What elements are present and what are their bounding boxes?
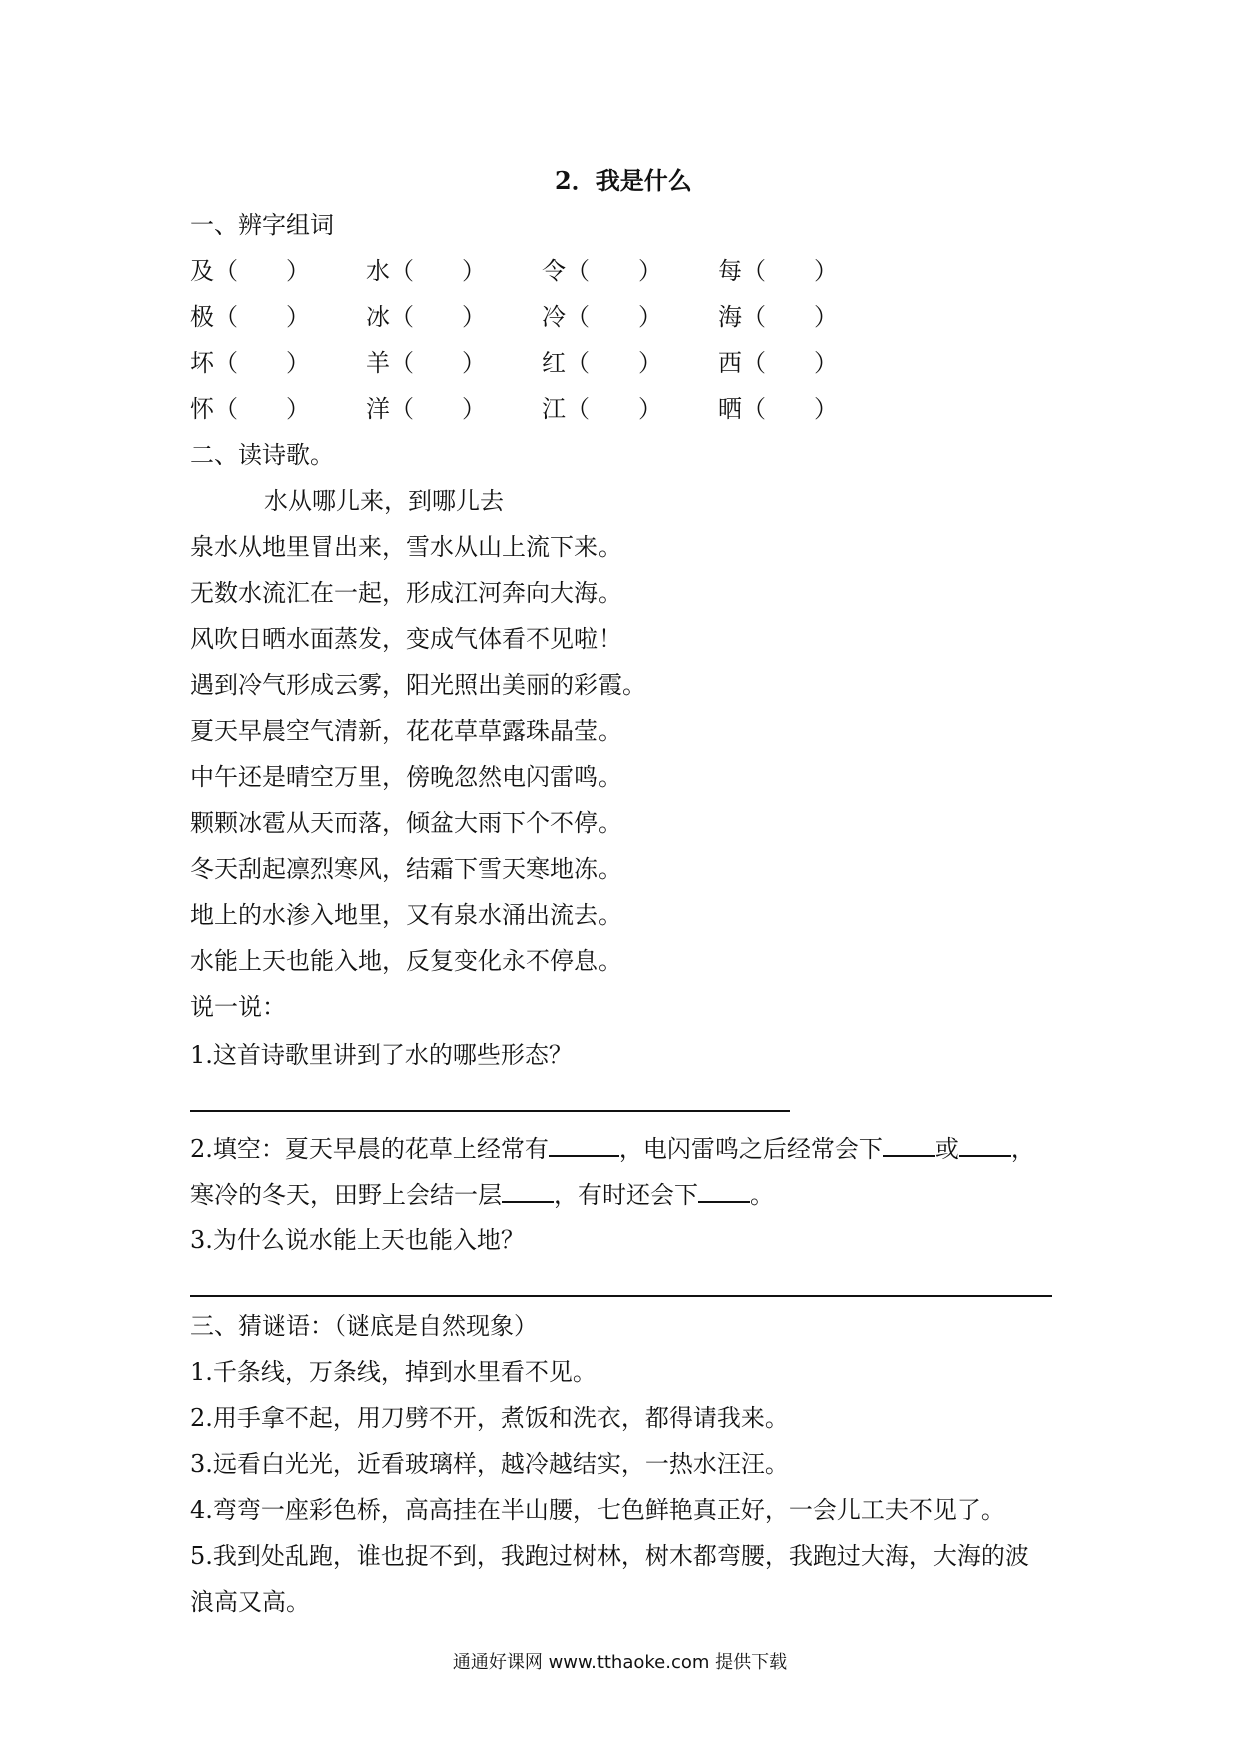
char-cell: 令（ ）: [542, 257, 662, 285]
q2-text: 2.填空：夏天早晨的花草上经常有: [190, 1135, 549, 1163]
riddle: 1.千条线，万条线，掉到水里看不见。: [190, 1358, 597, 1386]
riddle-continuation: 浪高又高。: [190, 1588, 310, 1616]
poem-line: 水能上天也能入地，反复变化永不停息。: [190, 947, 622, 975]
section2-heading: 二、读诗歌。: [190, 441, 334, 469]
q2-text: 或: [934, 1135, 959, 1163]
char-cell: 每（ ）: [718, 257, 838, 285]
char-cell: 怀（ ）: [190, 395, 310, 423]
answer-line-1[interactable]: [190, 1110, 790, 1112]
poem-line: 冬天刮起凛烈寒风，结霜下雪天寒地冻。: [190, 855, 622, 883]
say-label: 说一说：: [190, 993, 286, 1021]
poem-line: 夏天早晨空气清新，花花草草露珠晶莹。: [190, 717, 622, 745]
fill-blank[interactable]: [549, 1133, 619, 1157]
char-cell: 及（ ）: [190, 257, 310, 285]
char-cell: 羊（ ）: [366, 349, 486, 377]
char-cell: 水（ ）: [366, 257, 486, 285]
riddle: 5.我到处乱跑，谁也捉不到，我跑过树林，树木都弯腰，我跑过大海，大海的波: [190, 1542, 1029, 1570]
question-2-line1: [190, 1133, 1035, 1164]
char-cell: 坏（ ）: [190, 349, 310, 377]
fill-blank[interactable]: [883, 1133, 935, 1157]
question-3: 3.为什么说水能上天也能入地？: [190, 1226, 525, 1254]
char-cell: 西（ ）: [718, 349, 838, 377]
char-cell: 江（ ）: [542, 395, 662, 423]
poem-line: 无数水流汇在一起，形成江河奔向大海。: [190, 579, 622, 607]
q2-text: 寒冷的冬天，田野上会结一层: [190, 1181, 502, 1209]
poem-title: 水从哪儿来，到哪儿去: [264, 487, 504, 515]
char-cell: 极（ ）: [190, 303, 310, 331]
poem-line: 地上的水渗入地里，又有泉水涌出流去。: [190, 901, 622, 929]
poem-line: 风吹日晒水面蒸发，变成气体看不见啦！: [190, 625, 622, 653]
poem-line: 泉水从地里冒出来，雪水从山上流下来。: [190, 533, 622, 561]
fill-blank[interactable]: [502, 1179, 554, 1203]
q2-text: 。: [750, 1181, 774, 1209]
char-cell: 红（ ）: [542, 349, 662, 377]
page-title: 2．我是什么: [555, 166, 692, 195]
question-1: 1.这首诗歌里讲到了水的哪些形态？: [190, 1041, 573, 1069]
section1-heading: 一、辨字组词: [190, 211, 334, 239]
poem-line: 中午还是晴空万里，傍晚忽然电闪雷鸣。: [190, 763, 622, 791]
question-2-line2: [190, 1179, 774, 1210]
q2-text: ，: [1010, 1135, 1035, 1163]
riddle: 4.弯弯一座彩色桥，高高挂在半山腰，七色鲜艳真正好，一会儿工夫不见了。: [190, 1496, 1005, 1524]
char-cell: 洋（ ）: [366, 395, 486, 423]
riddle: 3.远看白光光，近看玻璃样，越冷越结实，一热水汪汪。: [190, 1450, 789, 1478]
page-footer: 通通好课网 www.tthaoke.com 提供下载: [452, 1652, 788, 1673]
char-cell: 海（ ）: [718, 303, 838, 331]
q2-text: ，有时还会下: [554, 1181, 698, 1209]
section3-heading: 三、猜谜语：（谜底是自然现象）: [190, 1312, 538, 1340]
answer-line-3[interactable]: [190, 1295, 1052, 1297]
fill-blank[interactable]: [959, 1133, 1011, 1157]
fill-blank[interactable]: [698, 1179, 750, 1203]
char-cell: 晒（ ）: [718, 395, 838, 423]
char-cell: 冰（ ）: [366, 303, 486, 331]
poem-line: 遇到冷气形成云雾，阳光照出美丽的彩霞。: [190, 671, 646, 699]
riddle: 2.用手拿不起，用刀劈不开，煮饭和洗衣，都得请我来。: [190, 1404, 789, 1432]
q2-text: ，电闪雷鸣之后经常会下: [618, 1135, 883, 1163]
char-cell: 冷（ ）: [542, 303, 662, 331]
poem-line: 颗颗冰雹从天而落，倾盆大雨下个不停。: [190, 809, 622, 837]
